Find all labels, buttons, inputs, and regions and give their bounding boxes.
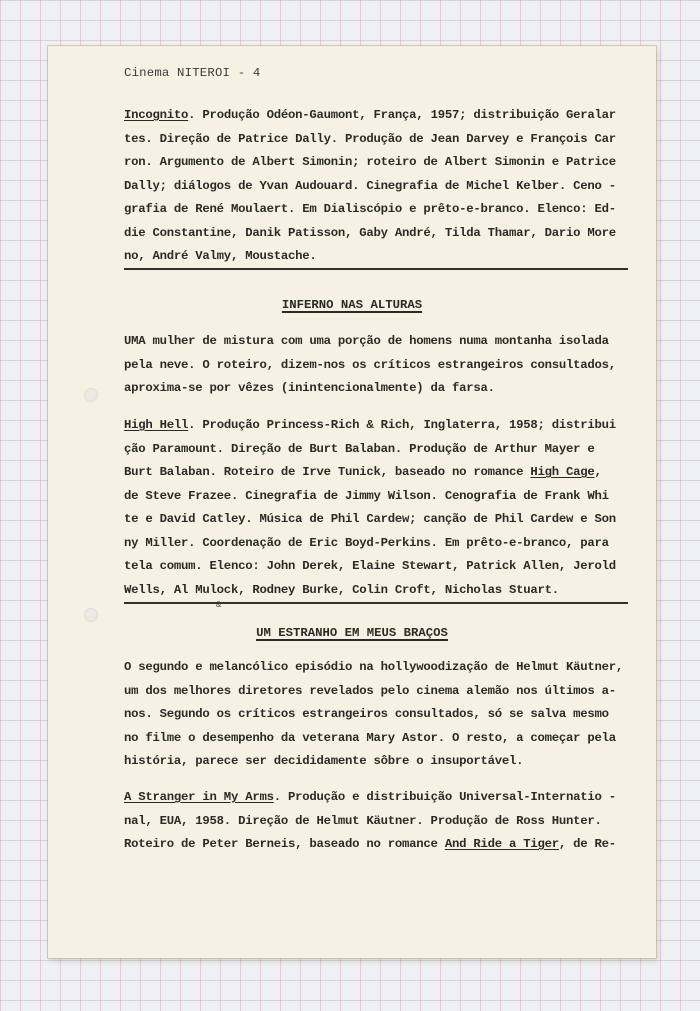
stranger-credits: A Stranger in My Arms. Produção e distribuição Universal-Internatio - nal, EUA, 1958. Direção de Helmut Käutner. Produção de Ross Hunter. Roteiro de Peter Berneis, baseado no romance And Ride a Tiger, de Re- <box>124 790 616 851</box>
novel-title: High Cage <box>530 465 595 479</box>
section-review: UMA mulher de mistura com uma porção de homens numa montanha isolada pela neve. O roteiro, dizem-nos os críticos estrangeiros consultados, aproxima-se por vêzes (inintencionalmente) da farsa. <box>124 334 616 395</box>
section-divider <box>124 602 628 604</box>
incognito-credits: Incognito. Produção Odéon-Gaumont, França, 1957; distribuição Geralar tes. Direção de Patrice Dally. Produção de Jean Darvey e François Car ron. Argumento de Albert Simonin; roteiro de Albert Simonin e Patrice Dally; diálogos de Yvan Audouard. Cinegrafia de Michel Kelber. Ceno - grafia de René Moulaert. Em Dialiscópio e prêto-e-branco. Elenco: Ed- die Constantine, Danik Patisson, Gaby André, Tilda Thamar, Dario More no, André Valmy, Moustache. <box>124 108 616 263</box>
handwritten-mark: & <box>216 600 222 610</box>
punch-hole <box>84 388 98 402</box>
section-review: O segundo e melancólico episódio na hollywoodização de Helmut Käutner, um dos melhores diretores revelados pelo cinema alemão nos últimos a- nos. Segundo os críticos estrangeiros consultados, só se salva mesmo no filme o desempenho da veterana Mary Astor. O resto, a começar pela história, parece ser decididamente sôbre o insuportável. <box>124 660 624 768</box>
section-heading: UM ESTRANHO EM MEUS BRAÇOS <box>256 626 448 640</box>
section-divider <box>124 268 628 270</box>
page-header: Cinema NITEROI - 4 <box>124 66 261 80</box>
film-title: A Stranger in My Arms <box>124 790 274 804</box>
novel-title: And Ride a Tiger <box>444 837 559 851</box>
section-heading: INFERNO NAS ALTURAS <box>281 298 423 312</box>
punch-hole <box>84 608 98 622</box>
document-page <box>48 46 656 958</box>
film-title: Incognito <box>124 108 189 122</box>
high-hell-credits: High Hell. Produção Princess-Rich & Rich, Inglaterra, 1958; distribui ção Paramount. Direção de Burt Balaban. Produção de Arthur Mayer e Burt Balaban. Roteiro de Irve Tunick, baseado no romance High Cage, de Steve Frazee. Cinegrafia de Jimmy Wilson. Cenografia de Frank Whi te e David Catley. Música de Phil Cardew; canção de Phil Cardew e Son ny Miller. Coordenação de Eric Boyd-Perkins. Em prêto-e-branco, para tela comum. Elenco: John Derek, Elaine Stewart, Patrick Allen, Jerold Wells, Al Mulock, Rodney Burke, Colin Croft, Nicholas Stuart. <box>124 418 616 597</box>
film-title: High Hell <box>124 418 189 432</box>
